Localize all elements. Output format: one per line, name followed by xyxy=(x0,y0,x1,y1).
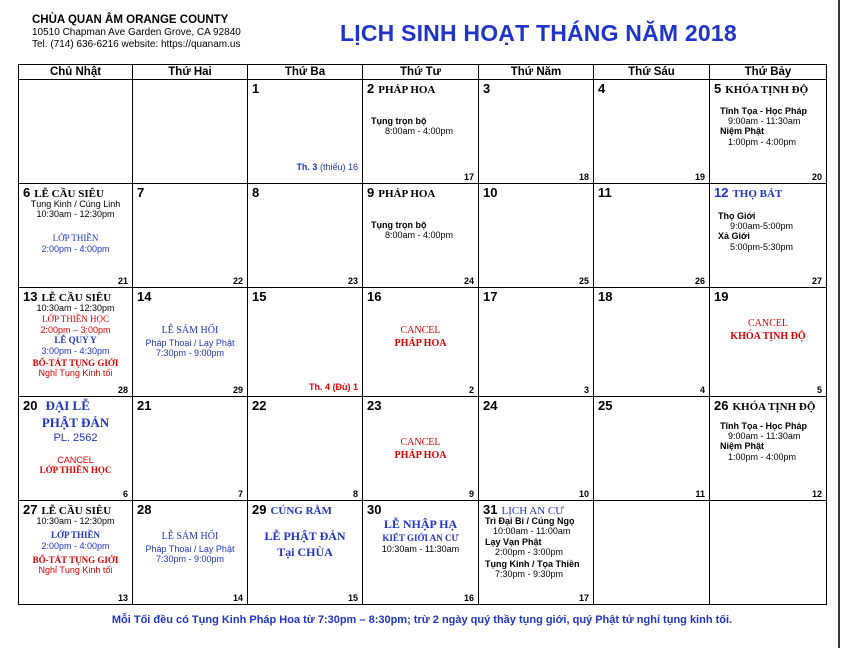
event-line: PHẬT ĐẢN xyxy=(41,415,110,430)
day-number: 14 xyxy=(137,289,152,304)
day-cell-13 xyxy=(19,288,133,397)
event-line: LỚP THIỀN HỌC xyxy=(42,314,109,324)
event-line: Nghỉ Tụng Kinh tối xyxy=(38,565,113,575)
footer-note: Mỗi Tối đều có Tụng Kinh Pháp Hoa từ 7:30pm – 8:30pm; trừ 2 ngày quý thầy tụng giới, quý Phật tử nghỉ tụng kinh tối. xyxy=(111,614,733,626)
lunar-date: 22 xyxy=(232,276,243,286)
event-line: 7:30pm - 9:00pm xyxy=(155,348,225,358)
event-line: LỄ SÁM HỐI xyxy=(161,325,219,336)
day-cell-11 xyxy=(594,184,710,288)
lunar-date: 3 xyxy=(583,385,589,395)
event-line: 3:00pm - 4:30pm xyxy=(41,346,110,356)
day-cell-5 xyxy=(710,80,827,184)
day-cell-20 xyxy=(19,397,133,501)
day-number: 11 xyxy=(598,185,612,200)
day-cell-24 xyxy=(479,397,594,501)
page-right-border xyxy=(838,0,840,648)
event-line: CANCEL xyxy=(400,325,441,336)
day-number: 23 xyxy=(367,398,382,413)
event-line: Trì Đại Bi / Cúng Ngọ xyxy=(485,516,575,526)
day-cell-29 xyxy=(248,501,363,605)
event-title: CÚNG RẰM xyxy=(270,505,332,517)
lunar-date: 24 xyxy=(463,276,474,286)
lunar-date: 28 xyxy=(117,385,128,395)
day-cell-3 xyxy=(479,80,594,184)
weekday-header: Thứ Hai xyxy=(133,65,248,80)
day-number: 5 KHÓA TỊNH ĐỘ xyxy=(714,81,809,96)
day-cell-16 xyxy=(363,288,479,397)
lunar-date: 19 xyxy=(694,172,705,182)
day-cell-25 xyxy=(594,397,710,501)
lunar-date: 16 xyxy=(463,593,474,603)
day-number: 20 ĐẠI LỄ xyxy=(23,398,90,413)
week-row xyxy=(19,184,827,288)
day-cell-18 xyxy=(594,288,710,397)
event-line: 10:30am - 12:30pm xyxy=(36,516,115,526)
lunar-date: 15 xyxy=(347,593,358,603)
lunar-date: 29 xyxy=(232,385,243,395)
day-cell-27 xyxy=(19,501,133,605)
day-cell-empty xyxy=(710,501,827,605)
event-line: 2:00pm - 4:00pm xyxy=(41,541,110,551)
event-line: CANCEL xyxy=(400,437,441,448)
lunar-date: 12 xyxy=(811,489,822,499)
day-number: 29 CÚNG RẰM xyxy=(252,502,332,517)
weekday-header: Thứ Tư xyxy=(363,65,479,80)
day-number: 3 xyxy=(483,81,491,96)
event-line: LỄ SÁM HỐI xyxy=(161,531,219,542)
day-number: 10 xyxy=(483,185,498,200)
lunar-date: 21 xyxy=(117,276,128,286)
day-number: 19 xyxy=(714,289,729,304)
day-cell-9 xyxy=(363,184,479,288)
lunar-date: 13 xyxy=(117,593,128,603)
day-cell-empty xyxy=(594,501,710,605)
event-line: Nghỉ Tụng Kinh tối xyxy=(38,368,113,378)
event-line: 5:00pm-5:30pm xyxy=(730,242,794,252)
event-title: LỄ CẦU SIÊU xyxy=(41,505,112,517)
event-line: LỚP THIỀN xyxy=(50,530,101,540)
day-cell-12 xyxy=(710,184,827,288)
event-line: Pháp Thoại / Lạy Phật xyxy=(145,544,235,554)
event-line: Tụng trọn bộ xyxy=(371,220,427,230)
day-number: 8 xyxy=(252,185,260,200)
event-line: LỄ PHẬT ĐẢN xyxy=(264,529,346,543)
lunar-date: 17 xyxy=(463,172,474,182)
event-title: KHÓA TỊNH ĐỘ xyxy=(725,84,809,96)
event-line: Tĩnh Tọa - Học Pháp xyxy=(720,421,807,431)
event-line: LỄ NHẬP HẠ xyxy=(383,517,458,531)
event-title: LỄ CẦU SIÊU xyxy=(34,188,104,200)
day-number: 1 xyxy=(252,81,260,96)
day-cell-19 xyxy=(710,288,827,397)
lunar-month-note: Th. 3 (thiếu) 16 xyxy=(296,162,358,172)
event-line: 10:00am - 11:00am xyxy=(493,526,571,536)
event-line: 10:30am - 12:30pm xyxy=(36,209,115,219)
day-number: 27 LỄ CẦU SIÊU xyxy=(23,502,112,517)
org-name: CHÙA QUAN ÂM ORANGE COUNTY xyxy=(32,14,229,26)
day-cell-21 xyxy=(133,397,248,501)
lunar-date: 7 xyxy=(237,489,243,499)
event-line: CANCEL xyxy=(57,455,94,465)
event-line: Tụng Kinh / Cúng Linh xyxy=(30,199,121,209)
event-line: Pháp Thoại / Lạy Phật xyxy=(145,338,235,348)
event-line: Xả Giới xyxy=(718,231,750,241)
day-cell-10 xyxy=(479,184,594,288)
day-number: 13 LỄ CẦU SIÊU xyxy=(23,289,112,304)
event-line: 1:00pm - 4:00pm xyxy=(728,452,797,462)
day-cell-17 xyxy=(479,288,594,397)
lunar-date: 26 xyxy=(694,276,705,286)
day-number: 2 PHÁP HOA xyxy=(367,81,436,96)
event-line: 7:30pm - 9:30pm xyxy=(495,569,564,579)
event-title: PHÁP HOA xyxy=(378,84,436,96)
org-address: 10510 Chapman Ave Garden Grove, CA 92840 xyxy=(32,27,241,38)
event-line: Tĩnh Tọa - Học Pháp xyxy=(720,106,807,116)
event-title: LỄ CẦU SIÊU xyxy=(41,292,112,304)
day-number: 30 xyxy=(367,502,382,517)
event-line: 1:00pm - 4:00pm xyxy=(728,137,797,147)
lunar-date: 5 xyxy=(816,385,822,395)
event-line: 9:00am-5:00pm xyxy=(730,221,794,231)
lunar-date: 2 xyxy=(468,385,474,395)
event-title: PHÁP HOA xyxy=(378,188,436,200)
day-number: 15 xyxy=(252,289,267,304)
lunar-date: 18 xyxy=(578,172,589,182)
day-cell-26 xyxy=(710,397,827,501)
event-line: 7:30pm - 9:00pm xyxy=(155,554,225,564)
day-number: 7 xyxy=(137,185,145,200)
event-line: Niệm Phật xyxy=(720,441,765,451)
weekday-header: Thứ Năm xyxy=(479,65,594,80)
event-line: 9:00am - 11:30am xyxy=(728,431,801,441)
lunar-date: 6 xyxy=(122,489,128,499)
day-cell-22 xyxy=(248,397,363,501)
org-contact: Tel. (714) 636-6216 website: https://quanam.us xyxy=(32,39,241,50)
day-cell-30 xyxy=(363,501,479,605)
day-cell-1 xyxy=(248,80,363,184)
lunar-date: 27 xyxy=(811,276,822,286)
header xyxy=(32,14,241,51)
weekday-header: Thứ Ba xyxy=(248,65,363,80)
event-line: KIẾT GIỚI AN CƯ xyxy=(382,533,459,543)
weekday-header: Thứ Sáu xyxy=(594,65,710,80)
event-line: 2:00pm - 4:00pm xyxy=(41,244,110,254)
event-line: LỚP THIỀN xyxy=(52,233,99,243)
event-line: 8:00am - 4:00pm xyxy=(385,230,454,240)
day-number: 17 xyxy=(483,289,498,304)
event-line: 2:00pm – 3:00pm xyxy=(40,325,111,335)
event-title: LỊCH AN CƯ xyxy=(501,505,564,517)
event-title: ĐẠI LỄ xyxy=(45,398,90,413)
day-number: 9 PHÁP HOA xyxy=(367,185,436,200)
event-line: BỐ-TÁT TỤNG GIỚI xyxy=(32,555,119,565)
weekday-header: Chủ Nhật xyxy=(19,65,133,80)
event-line: 9:00am - 11:30am xyxy=(728,116,801,126)
day-number: 28 xyxy=(137,502,152,517)
event-line: 8:00am - 4:00pm xyxy=(385,126,454,136)
day-cell-8 xyxy=(248,184,363,288)
event-line: LỄ QUY Y xyxy=(54,335,97,345)
lunar-date: 20 xyxy=(811,172,822,182)
week-row xyxy=(19,501,827,605)
calendar-table xyxy=(18,64,827,605)
lunar-date: 23 xyxy=(347,276,358,286)
event-title: KHÓA TỊNH ĐỘ xyxy=(732,401,816,413)
lunar-date: 25 xyxy=(578,276,589,286)
event-line: PL. 2562 xyxy=(53,432,98,444)
event-line: Thọ Giới xyxy=(718,211,756,221)
event-line: BỐ-TÁT TỤNG GIỚI xyxy=(32,358,119,368)
day-cell-empty xyxy=(133,80,248,184)
lunar-date: 14 xyxy=(232,593,243,603)
day-number: 22 xyxy=(252,398,267,413)
day-number: 31 LỊCH AN CƯ xyxy=(483,502,564,517)
event-line: Tụng Kinh / Tọa Thiền xyxy=(485,559,580,569)
event-title: THỌ BÁT xyxy=(732,188,783,200)
page-title: LỊCH SINH HOẠT THÁNG NĂM 2018 xyxy=(340,20,737,46)
lunar-date: 8 xyxy=(352,489,358,499)
event-line: Niệm Phật xyxy=(720,126,765,136)
week-row xyxy=(19,80,827,184)
day-cell-7 xyxy=(133,184,248,288)
day-cell-28 xyxy=(133,501,248,605)
event-line: CANCEL xyxy=(748,318,788,329)
day-number: 6 LỄ CẦU SIÊU xyxy=(23,185,104,200)
lunar-date: 4 xyxy=(699,385,705,395)
lunar-date: 17 xyxy=(578,593,589,603)
day-cell-31 xyxy=(479,501,594,605)
day-number: 12 THỌ BÁT xyxy=(714,185,783,200)
weekday-header: Thứ Bảy xyxy=(710,65,827,80)
weekday-header-row xyxy=(19,65,827,80)
day-cell-15 xyxy=(248,288,363,397)
day-cell-4 xyxy=(594,80,710,184)
lunar-date: 11 xyxy=(695,489,705,499)
day-cell-empty xyxy=(19,80,133,184)
day-number: 24 xyxy=(483,398,498,413)
day-cell-14 xyxy=(133,288,248,397)
event-line: 10:30am - 11:30am xyxy=(381,544,460,554)
lunar-date: 10 xyxy=(578,489,589,499)
event-line: 2:00pm - 3:00pm xyxy=(495,547,564,557)
event-line: PHÁP HOA xyxy=(394,338,447,349)
day-number: 25 xyxy=(598,398,613,413)
event-line: KHÓA TỊNH ĐỘ xyxy=(730,331,806,342)
event-line: 10:30am - 12:30pm xyxy=(36,303,115,313)
day-number: 16 xyxy=(367,289,382,304)
lunar-month-note: Th. 4 (Đủ) 1 xyxy=(309,382,358,392)
event-line: Lạy Vạn Phật xyxy=(485,537,542,547)
event-line: LỚP THIỀN HỌC xyxy=(39,465,112,475)
day-number: 26 KHÓA TỊNH ĐỘ xyxy=(714,398,816,413)
day-number: 18 xyxy=(598,289,613,304)
lunar-date: 9 xyxy=(468,489,474,499)
day-cell-23 xyxy=(363,397,479,501)
day-cell-2 xyxy=(363,80,479,184)
day-number: 4 xyxy=(598,81,606,96)
week-row xyxy=(19,397,827,501)
day-number: 21 xyxy=(137,398,152,413)
event-line: Tại CHÙA xyxy=(277,545,333,559)
week-row xyxy=(19,288,827,397)
day-cell-6 xyxy=(19,184,133,288)
event-line: Tụng trọn bộ xyxy=(371,116,427,126)
event-line: PHÁP HOA xyxy=(394,450,447,461)
